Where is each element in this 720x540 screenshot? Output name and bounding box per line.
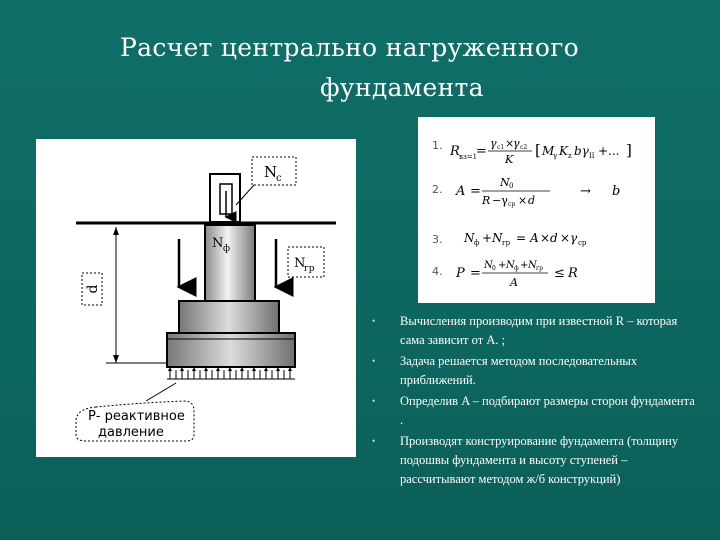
formula-row-3 [418,225,655,255]
bullet-list [370,312,700,491]
svg-text:[: [ [535,141,541,159]
svg-text:0: 0 [492,265,496,272]
bullet-text: Задача решается методом последовательных приближений. [400,354,638,387]
svg-text:0: 0 [509,182,514,190]
formula-4 [450,257,655,293]
ngr-label-sub: гр [304,264,315,274]
svg-text:R: R [482,194,491,207]
svg-text:K: K [505,153,514,166]
bullet-icon: • [372,396,376,406]
bullet-item [370,432,700,489]
depth-label: d [85,284,101,294]
svg-text:γ: γ [513,137,520,150]
svg-text:ф: ф [474,239,480,247]
svg-text:N: N [528,260,537,271]
svg-text:γ: γ [570,231,578,245]
svg-text:с2: с2 [520,144,528,151]
formula-row-1 [418,131,655,166]
foundation-slab [167,333,295,367]
svg-text:=: = [470,266,481,281]
reactive-pressure-arrows [167,367,295,379]
ngr-label: N [294,256,306,271]
foundation-diagram-svg [36,139,356,457]
svg-text:ср: ср [508,201,516,208]
svg-text:N: N [492,231,503,245]
foundation-diagram [36,139,356,457]
svg-text:]: ] [626,141,632,159]
pressure-label-line-1: Р- реактивное [88,409,185,424]
svg-text:N: N [500,176,510,189]
svg-text:γ: γ [553,152,558,160]
bullet-icon: • [372,356,376,366]
bullet-icon: • [372,316,376,326]
formula-number: 3. [432,233,443,246]
svg-text:R: R [450,144,460,159]
nf-label: N [212,236,224,251]
svg-text:×: × [505,137,515,150]
svg-text:с1: с1 [497,144,505,151]
nf-label-sub: ф [223,244,231,254]
formulas-panel [418,117,655,303]
svg-text:=: = [516,231,527,245]
bullet-icon: • [372,436,376,446]
formula-1 [450,131,655,167]
svg-text:A: A [530,231,539,245]
svg-text:+...: +... [598,144,620,158]
svg-text:×: × [540,231,551,245]
bullet-text: Определив A – подбирают размеры сторон фундамента . [400,394,695,427]
formula-number: 2. [432,183,443,196]
svg-text:−γ: −γ [492,194,508,207]
svg-text:≤: ≤ [554,266,565,281]
formula-3 [450,225,655,255]
svg-text:×: × [560,231,571,245]
svg-text:+: + [482,231,493,245]
svg-text:N: N [506,260,515,271]
bullet-item [370,392,700,430]
nc-label-sub: с [276,173,282,184]
slide-title-line-1: Расчет центрально нагруженного [120,33,579,62]
svg-text:=: = [476,144,487,159]
formula-2 [450,175,655,211]
column-top [210,174,240,222]
svg-text:M: M [542,144,555,158]
svg-text:b: b [612,184,621,199]
svg-text:d: d [528,194,536,207]
formula-row-2 [418,175,655,208]
svg-text:ср: ср [578,239,587,247]
svg-text:z: z [568,152,572,160]
svg-text:A: A [510,276,518,289]
formula-row-4 [418,257,655,287]
svg-text:вз=1: вз=1 [459,153,478,161]
svg-text:+: + [498,260,507,271]
svg-text:N: N [484,260,493,271]
svg-text:A: A [456,184,466,199]
bullet-text: Вычисления производим при известной R – которая сама зависит от A. ; [400,314,678,347]
svg-text:P: P [456,266,465,281]
bullet-item [370,312,700,350]
svg-text:=: = [470,184,481,199]
formula-number: 4. [432,265,443,278]
svg-text:×: × [518,194,528,207]
svg-text:K: K [559,144,568,158]
svg-text:→: → [580,184,591,199]
bullet-item [370,352,700,390]
svg-text:гр: гр [536,265,543,272]
formula-number: 1. [432,139,443,152]
foundation-step-upper [179,301,279,333]
bullet-text: Производят конструирование фундамента (толщину подошвы фундамента и высоту ступеней – рассчитывают методом ж/б конструкций) [400,434,679,486]
svg-text:bγ: bγ [574,144,589,158]
svg-text:ф: ф [514,265,519,272]
svg-text:N: N [464,231,475,245]
slide-title-line-2: фундамента [320,73,484,102]
nc-label: N [264,163,278,181]
svg-text:гр: гр [502,239,511,247]
svg-text:II: II [589,152,595,160]
svg-text:γ: γ [490,137,497,150]
svg-text:+: + [520,260,529,271]
svg-text:R: R [568,266,578,281]
svg-text:d: d [550,231,558,245]
pressure-label-line-2: давление [98,425,164,440]
